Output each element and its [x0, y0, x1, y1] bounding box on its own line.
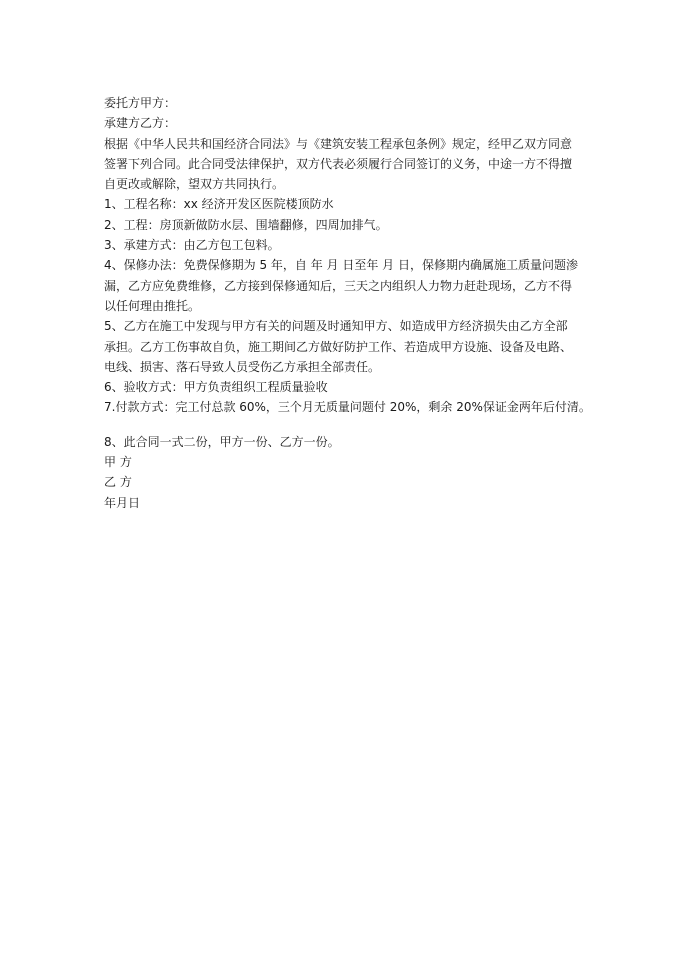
client-line: 委托方甲方： [104, 96, 177, 110]
intro-line: 自更改或解除，望双方共同执行。 [104, 177, 285, 192]
clause-line: 1、工程名称：xx 经济开发区医院楼顶防水 [104, 197, 334, 212]
contract-body [104, 93, 604, 513]
clause-line: 漏，乙方应免费维修，乙方接到保修通知后，三天之内组织人力物力赶赴现场，乙方不得 [104, 278, 573, 293]
clause-line: 5、乙方在施工中发现与甲方有关的问题及时通知甲方、如造成甲方经济损失由乙方全部 [104, 319, 568, 334]
clause-line: 7.付款方式：完工付总款 60%，三个月无质量问题付 20%，剩余 20%保证金两年后付清。 [104, 400, 591, 415]
clause-3 [104, 235, 604, 255]
clause-line: 承担。乙方工伤事故自负，施工期间乙方做好防护工作、若造成甲方设施、设备及电路、 [104, 339, 573, 354]
clause-line: 2、工程：房顶新做防水层、围墙翻修，四周加排气。 [104, 217, 388, 232]
clause-8: 8、此合同一式二份，甲方一份、乙方一份。 [104, 434, 340, 449]
party-b-signature: 乙 方 [104, 475, 132, 490]
clause-line: 3、承建方式：由乙方包工包料。 [104, 238, 280, 253]
clause-7 [104, 397, 604, 417]
clause-4 [104, 255, 604, 316]
clause-line: 6、验收方式：甲方负责组织工程质量验收 [104, 380, 328, 395]
clause-6 [104, 377, 604, 397]
clause-line: 电线、损害、落石导致人员受伤乙方承担全部责任。 [104, 359, 381, 374]
clause-1 [104, 194, 604, 214]
clause-line: 以任何理由推托。 [104, 298, 201, 313]
intro-paragraph [104, 134, 604, 195]
contractor-line: 承建方乙方： [104, 116, 177, 131]
clause-5 [104, 316, 604, 377]
paragraph-gap [104, 418, 604, 432]
intro-line: 根据《中华人民共和国经济合同法》与《建筑安装工程承包条例》规定，经甲乙双方同意 [104, 136, 573, 151]
signature-date: 年月日 [104, 495, 141, 510]
intro-line: 签署下列合同。此合同受法律保护，双方代表必须履行合同签订的义务，中途一方不得擅 [104, 156, 573, 171]
clause-2 [104, 215, 604, 235]
party-a-signature: 甲 方 [104, 455, 132, 470]
clause-line: 4、保修办法：免费保修期为 5 年，自 年 月 日至年 月 日，保修期内确属施工质量问题渗 [104, 258, 578, 273]
